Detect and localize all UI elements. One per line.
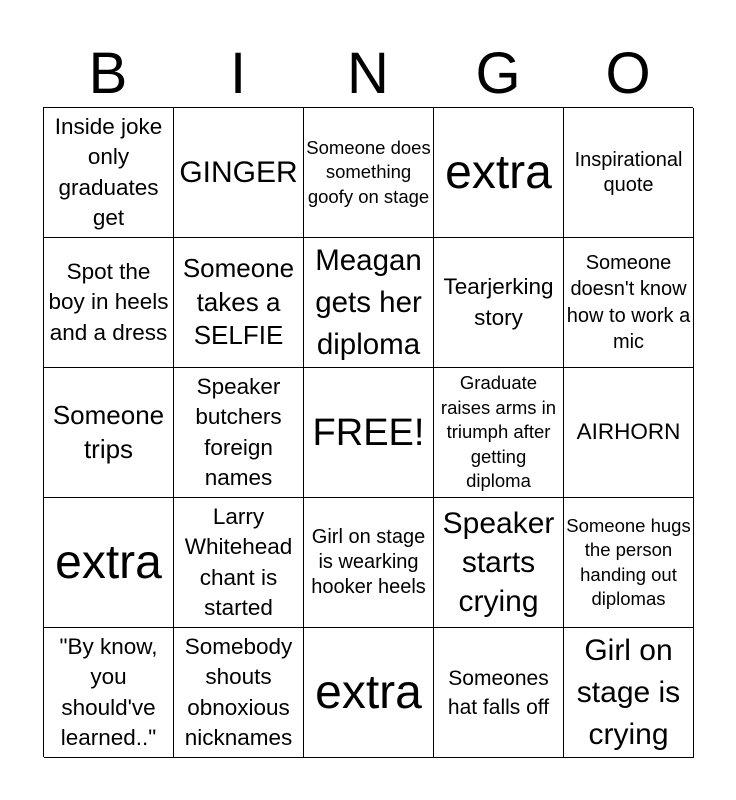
bingo-cell[interactable] bbox=[564, 238, 694, 368]
bingo-cell[interactable] bbox=[174, 238, 304, 368]
cell-text: Somebody shouts obnoxious nicknames bbox=[184, 633, 293, 750]
bingo-cell[interactable] bbox=[434, 368, 564, 498]
cell-text: extra bbox=[55, 535, 162, 589]
bingo-cell[interactable] bbox=[434, 108, 564, 238]
bingo-cell[interactable] bbox=[304, 238, 434, 368]
header-letter-b: B bbox=[88, 41, 128, 106]
cell-text: Someone takes a SELFIE bbox=[182, 253, 295, 351]
bingo-cell[interactable] bbox=[44, 628, 174, 758]
bingo-cell[interactable] bbox=[44, 368, 174, 498]
free-space-text: FREE! bbox=[312, 411, 425, 454]
header-letter-n: N bbox=[347, 41, 389, 106]
cell-text: Inside joke only graduates get bbox=[54, 113, 163, 230]
bingo-card-grid bbox=[43, 107, 693, 757]
cell-text: extra bbox=[445, 145, 552, 199]
header-letter-o: O bbox=[605, 41, 651, 106]
bingo-cell[interactable] bbox=[174, 628, 304, 758]
cell-text: Someone does something goofy on stage bbox=[306, 136, 431, 207]
cell-text: Someone trips bbox=[52, 400, 165, 464]
cell-text: extra bbox=[315, 665, 422, 719]
cell-text: Someone hugs the person handing out diplomas bbox=[566, 514, 691, 609]
bingo-cell[interactable] bbox=[174, 498, 304, 628]
free-space-cell[interactable] bbox=[304, 368, 434, 498]
bingo-cell[interactable] bbox=[564, 498, 694, 628]
cell-text: Speaker butchers foreign names bbox=[195, 373, 282, 490]
bingo-cell[interactable] bbox=[434, 238, 564, 368]
bingo-cell[interactable] bbox=[44, 108, 174, 238]
bingo-cell[interactable] bbox=[564, 628, 694, 758]
cell-text: Speaker starts crying bbox=[442, 507, 555, 618]
bingo-header bbox=[43, 40, 693, 108]
cell-text: Tearjerking story bbox=[443, 274, 554, 330]
header-letter-i: I bbox=[229, 41, 247, 106]
bingo-cell[interactable] bbox=[564, 368, 694, 498]
cell-text: Inspirational quote bbox=[574, 148, 683, 196]
bingo-cell[interactable] bbox=[434, 498, 564, 628]
header-letter-g: G bbox=[475, 41, 521, 106]
bingo-cell[interactable] bbox=[304, 498, 434, 628]
cell-text: Girl on stage is wearking hooker heels bbox=[311, 526, 426, 598]
bingo-cell[interactable] bbox=[174, 108, 304, 238]
bingo-cell[interactable] bbox=[44, 498, 174, 628]
cell-text: Meagan gets her diploma bbox=[315, 243, 422, 361]
bingo-cell[interactable] bbox=[564, 108, 694, 238]
cell-text: Larry Whitehead chant is started bbox=[184, 503, 293, 620]
cell-text: "By know, you should've learned.." bbox=[59, 633, 158, 750]
cell-text: Girl on stage is crying bbox=[576, 633, 681, 751]
cell-text: Graduate raises arms in triumph after getting diploma bbox=[440, 372, 557, 492]
bingo-cell[interactable] bbox=[44, 238, 174, 368]
bingo-cell[interactable] bbox=[304, 108, 434, 238]
bingo-cell[interactable] bbox=[174, 368, 304, 498]
cell-text: Someones hat falls off bbox=[447, 666, 550, 719]
bingo-cell[interactable] bbox=[304, 628, 434, 758]
bingo-cell[interactable] bbox=[434, 628, 564, 758]
cell-text: Someone doesn't know how to work a mic bbox=[566, 251, 691, 353]
cell-text: GINGER bbox=[179, 155, 298, 189]
cell-text: Spot the boy in heels and a dress bbox=[48, 258, 169, 345]
cell-text: AIRHORN bbox=[576, 419, 681, 445]
